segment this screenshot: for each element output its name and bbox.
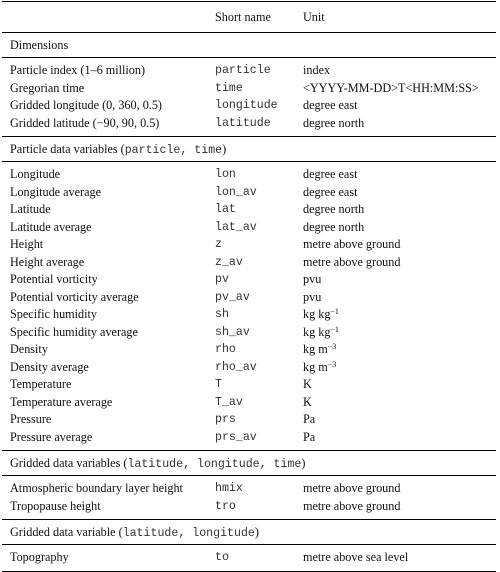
section-title-args: latitude, longitude, time (127, 458, 302, 471)
unit-exponent: −1 (330, 324, 339, 334)
header-short-name: Short name (215, 10, 271, 24)
table-row (2, 394, 496, 412)
variable-short-name: time (215, 81, 243, 95)
unit-text: degree north (303, 115, 365, 130)
unit-text: K (303, 394, 312, 409)
variable-short-name: lat (215, 203, 236, 216)
variable-short-name: pv_av (215, 290, 250, 304)
unit-text: metre above sea level (303, 550, 409, 564)
table-row (2, 324, 496, 342)
table-row (2, 62, 496, 80)
variable-unit (303, 429, 315, 447)
section-title-end: ) (301, 456, 306, 470)
section-heading (2, 137, 496, 161)
variable-short-name: to (215, 551, 229, 564)
table-row (2, 429, 496, 447)
section-title-end: ) (222, 142, 227, 156)
table-row (2, 219, 496, 237)
variable-name: Potential vorticity average (10, 289, 139, 304)
variable-unit (303, 254, 400, 272)
variable-short-name: lon_av (215, 185, 257, 199)
unit-text: Pa (303, 412, 316, 426)
variable-short-name: T (215, 378, 222, 391)
section-title-end: ) (254, 525, 259, 539)
variable-name: Specific humidity average (10, 324, 138, 339)
unit-exponent: −3 (327, 359, 337, 369)
variable-short-name: prs_av (215, 430, 257, 444)
table-row (2, 306, 496, 324)
variable-unit (303, 341, 336, 359)
variable-name: Height average (10, 254, 85, 269)
table-row (2, 289, 496, 307)
variable-name: Gridded latitude (−90, 90, 0.5) (10, 115, 160, 130)
variable-unit (303, 62, 330, 80)
variable-name: Temperature average (10, 394, 113, 409)
variable-short-name: lon (215, 168, 236, 181)
variable-name: Potential vorticity (10, 272, 98, 286)
unit-text: kg m (303, 342, 328, 356)
unit-text: kg kg (303, 307, 331, 321)
section-title (10, 520, 259, 546)
variable-unit (303, 236, 400, 254)
section-title-text: Particle data variables ( (10, 142, 125, 156)
variable-name: Longitude (10, 167, 61, 181)
variable-short-name: sh_av (215, 325, 250, 339)
unit-text: metre above ground (303, 498, 401, 513)
unit-text: degree east (303, 167, 358, 181)
section-title-text: Dimensions (10, 38, 69, 52)
variable-unit (303, 166, 357, 184)
unit-text: degree east (303, 184, 358, 199)
header-row (2, 2, 496, 32)
variable-short-name: tro (215, 499, 236, 513)
unit-text: degree north (303, 219, 365, 234)
unit-text: degree north (303, 202, 365, 216)
section-title-text: Gridded data variables ( (10, 456, 128, 470)
variable-unit (303, 271, 321, 289)
unit-text: metre above ground (303, 254, 401, 269)
section-title (10, 137, 226, 163)
variable-short-name: z (215, 238, 222, 251)
table-row (2, 97, 496, 115)
variable-name: Pressure (10, 412, 52, 426)
unit-text: pvu (303, 289, 322, 304)
variable-short-name: T_av (215, 395, 243, 409)
variable-short-name: lat_av (215, 220, 257, 234)
table-row (2, 271, 496, 289)
unit-text: kg m (303, 359, 328, 374)
variable-short-name: sh (215, 308, 229, 321)
table-row (2, 201, 496, 219)
variable-name: Tropopause height (10, 498, 101, 513)
variable-name: Density average (10, 359, 89, 374)
unit-text: metre above ground (303, 237, 401, 251)
section-heading (2, 451, 496, 475)
unit-text: K (303, 377, 312, 391)
variable-name: Particle index (1–6 million) (10, 63, 146, 77)
variable-name: Gregorian time (10, 80, 85, 95)
variable-name: Latitude (10, 202, 51, 216)
unit-text: <YYYY-MM-DD>T<HH:MM:SS> (303, 80, 479, 95)
variable-unit (303, 289, 321, 307)
variable-short-name: hmix (215, 482, 243, 495)
variable-short-name: particle (215, 64, 271, 77)
variable-name: Density (10, 342, 48, 356)
variable-name: Latitude average (10, 219, 92, 234)
unit-text: kg kg (303, 324, 331, 339)
variable-unit (303, 376, 312, 394)
table-row (2, 359, 496, 377)
variable-name: Pressure average (10, 429, 93, 444)
variable-name: Gridded longitude (0, 360, 0.5) (10, 98, 162, 112)
variable-unit (303, 498, 400, 516)
table-row (2, 80, 496, 98)
variable-unit (303, 201, 364, 219)
unit-exponent: −3 (327, 342, 337, 351)
variable-unit (303, 549, 408, 567)
section-title (10, 451, 305, 477)
table-body (2, 32, 496, 572)
section-title-text: Gridded data variable ( (10, 525, 123, 539)
variable-name: Height (10, 237, 44, 251)
table-row (2, 166, 496, 184)
table-row (2, 480, 496, 498)
bottom-rule (2, 571, 496, 572)
table-row (2, 254, 496, 272)
variable-unit (303, 411, 315, 429)
section-heading (2, 520, 496, 544)
header-unit: Unit (303, 10, 325, 24)
variable-unit (303, 480, 400, 498)
variable-name: Temperature (10, 377, 72, 391)
table-row (2, 115, 496, 133)
variable-unit (303, 97, 357, 115)
table-row (2, 341, 496, 359)
variable-short-name: z_av (215, 255, 243, 269)
table-row (2, 184, 496, 202)
unit-text: metre above ground (303, 481, 401, 495)
variable-unit (303, 306, 339, 324)
unit-text: degree east (303, 98, 358, 112)
section-title-args: latitude, longitude (122, 527, 255, 540)
variable-unit (303, 115, 364, 133)
unit-exponent: −1 (330, 307, 339, 316)
table-row (2, 376, 496, 394)
section-title-args: particle, time (124, 144, 223, 157)
table-row (2, 236, 496, 254)
variable-name: Atmospheric boundary layer height (10, 481, 183, 495)
variable-short-name: pv (215, 273, 229, 286)
variable-unit (303, 394, 312, 412)
variable-name: Topography (10, 550, 69, 564)
unit-text: index (303, 63, 331, 77)
variable-short-name: latitude (215, 116, 271, 130)
variable-unit (303, 359, 336, 377)
variable-short-name: rho_av (215, 360, 257, 374)
table-row (2, 549, 496, 567)
variable-name: Specific humidity (10, 307, 97, 321)
unit-text: Pa (303, 429, 316, 444)
variable-name: Longitude average (10, 184, 102, 199)
section-heading (2, 33, 496, 57)
variable-unit (303, 324, 339, 342)
variable-unit (303, 184, 357, 202)
variable-short-name: prs (215, 413, 236, 426)
table-row (2, 498, 496, 516)
unit-text: pvu (303, 272, 322, 286)
variable-unit (303, 219, 364, 237)
section-title (10, 33, 68, 57)
variable-short-name: rho (215, 343, 236, 356)
variables-table (2, 1, 496, 572)
variable-short-name: longitude (215, 99, 278, 112)
table-row (2, 411, 496, 429)
variable-unit (303, 80, 479, 98)
